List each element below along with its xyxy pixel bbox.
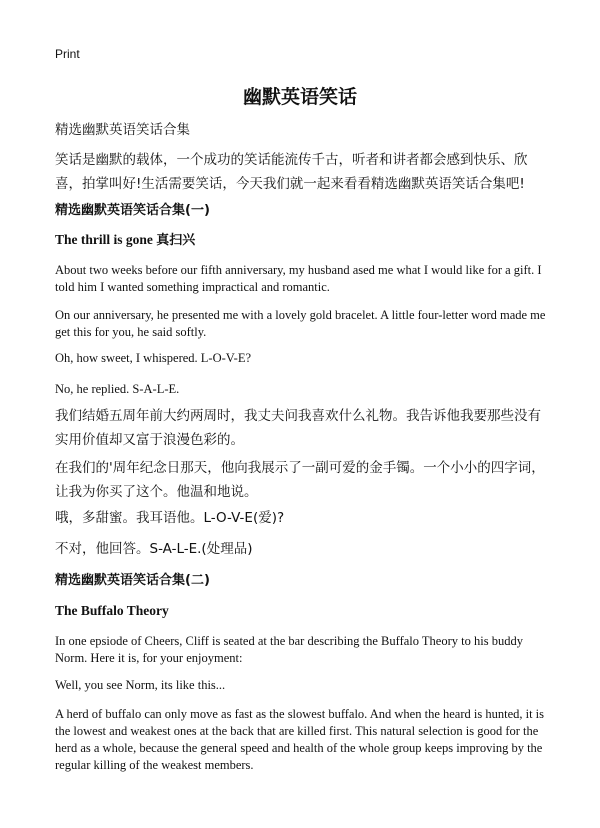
- story1-title-en: The thrill is gone: [55, 232, 153, 247]
- document-title: 幽默英语笑话: [242, 86, 357, 108]
- story2-paragraph-1: In one epsiode of Cheers, Cliff is seated at the bar describing the Buffalo Theory to his buddy Norm. Here it is, for your enjoyment:: [55, 634, 523, 665]
- story1-paragraph-8: 不对，他回答。S-A-L-E.(处理品): [55, 541, 253, 557]
- story2-title: The Buffalo Theory: [55, 603, 169, 618]
- story1-paragraph-6: 在我们的'周年纪念日那天，他向我展示了一副可爱的金手镯。一个小小的四字词，让我为你买了这个。他温和地说。: [55, 460, 545, 500]
- story1-title-zh: 真扫兴: [156, 233, 196, 248]
- section1-heading-text: 精选幽默英语笑话合集(一): [55, 203, 210, 218]
- story1-paragraph-7: 哦，多甜蜜。我耳语他。L-O-V-E(爱)?: [55, 510, 285, 526]
- story1-paragraph-3: Oh, how sweet, I whispered. L-O-V-E?: [55, 351, 252, 365]
- intro-paragraph: 笑话是幽默的载体，一个成功的笑话能流传千古，听者和讲者都会感到快乐、欣喜，拍掌叫好!生活需要笑话，今天我们就一起来看看精选幽默英语笑话合集吧!: [55, 152, 528, 192]
- story1-paragraph-5: 我们结婚五周年前大约两周时，我丈夫问我喜欢什么礼物。我告诉他我要那些没有实用价值却又富于浪漫色彩的。: [55, 408, 541, 448]
- story2-paragraph-2: Well, you see Norm, its like this...: [55, 678, 226, 692]
- print-label: Print: [55, 47, 80, 61]
- section1-heading: [55, 200, 550, 221]
- section2-heading: [55, 570, 550, 591]
- story1-paragraph-4: No, he replied. S-A-L-E.: [55, 382, 180, 396]
- section2-heading-text: 精选幽默英语笑话合集(二): [55, 573, 210, 588]
- story1-paragraph-2: On our anniversary, he presented me with a lovely gold bracelet. A little four-letter word made me get this for you, he said softly.: [55, 308, 546, 339]
- story1-paragraph-1: About two weeks before our fifth anniversary, my husband ased me what I would like for a gift. I told him I wanted something impractical and romantic.: [55, 263, 542, 294]
- story2-paragraph-3: A herd of buffalo can only move as fast as the slowest buffalo. And when the heard is hunted, it is the lowest and weakest ones at the back that are killed first. This natural selection is good for the herd as a whole, because the general speed and health of the whole group keeps improving by the regular killing of the weakest members.: [55, 707, 545, 772]
- story1-title: [55, 230, 550, 251]
- document-subtitle: 精选幽默英语笑话合集: [55, 122, 190, 138]
